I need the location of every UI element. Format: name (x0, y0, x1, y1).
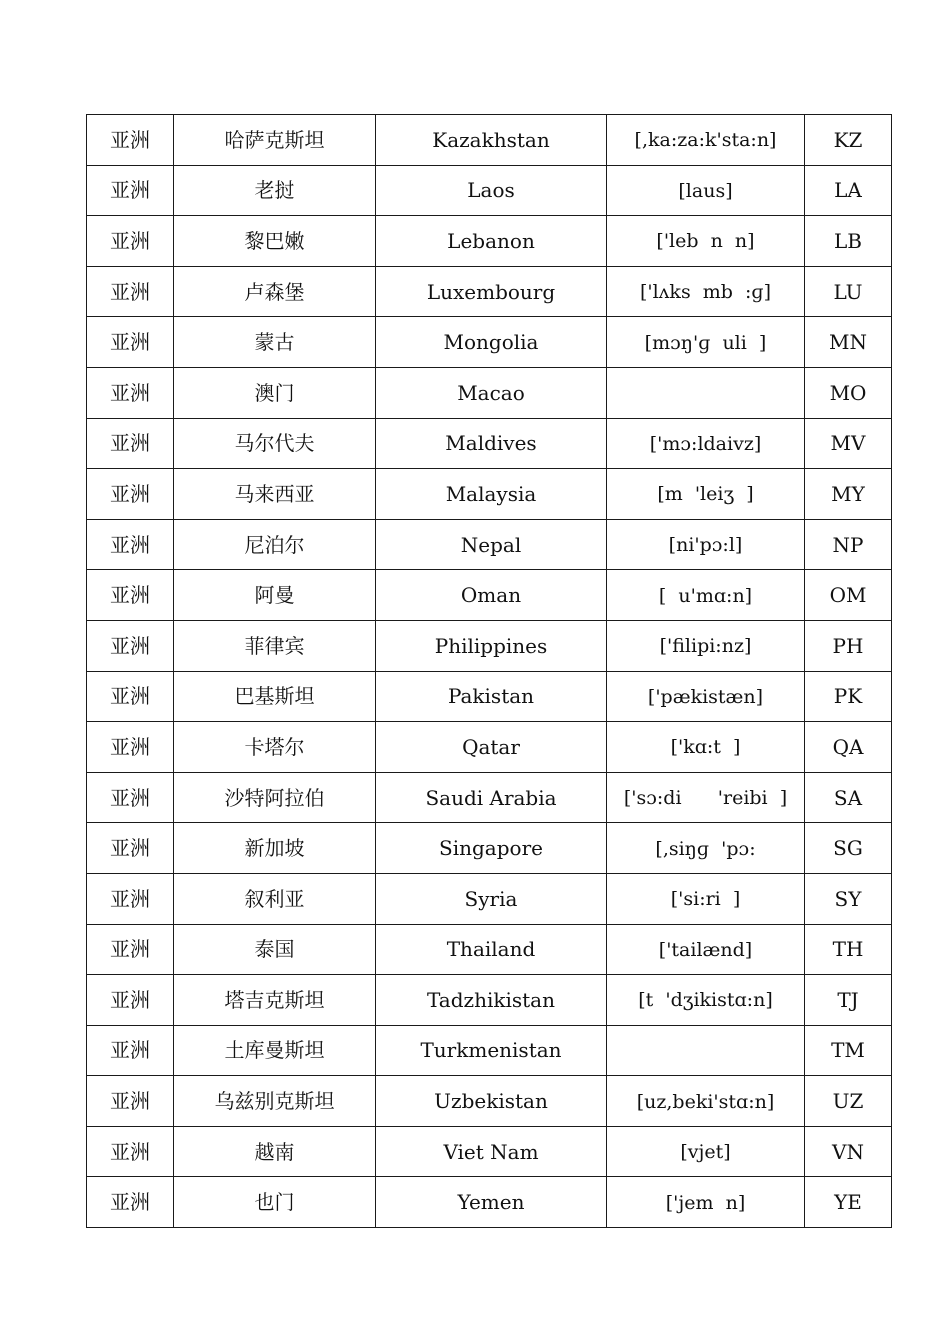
country-table (86, 114, 892, 1228)
english-name-cell (376, 266, 607, 317)
english-name-cell-text: Thailand (446, 937, 536, 962)
table-row (87, 570, 892, 621)
english-name-cell-text: Mongolia (443, 330, 539, 355)
region-cell-text: 亚洲 (110, 734, 150, 759)
chinese-name-cell-text: 沙特阿拉伯 (224, 785, 325, 810)
english-name-cell (376, 823, 607, 874)
english-name-cell-text: Laos (467, 178, 515, 203)
chinese-name-cell-text: 尼泊尔 (244, 532, 305, 557)
country-code-cell (805, 519, 892, 570)
region-cell (87, 1126, 174, 1177)
english-name-cell (376, 367, 607, 418)
english-name-cell-text: Maldives (445, 431, 537, 456)
region-cell-text: 亚洲 (110, 1038, 150, 1063)
english-name-cell-text: Saudi Arabia (425, 785, 557, 810)
pronunciation-cell (607, 620, 805, 671)
country-code-cell-text: MO (829, 380, 867, 405)
pronunciation-cell-text: ['mɔ:ldaivz] (649, 432, 762, 455)
pronunciation-cell-text: ['si:ri ] (670, 888, 741, 911)
country-code-cell (805, 1126, 892, 1177)
chinese-name-cell (174, 367, 376, 418)
english-name-cell (376, 1126, 607, 1177)
chinese-name-cell-text: 塔吉克斯坦 (224, 987, 325, 1012)
english-name-cell (376, 772, 607, 823)
english-name-cell (376, 1076, 607, 1127)
pronunciation-cell-text: ['pækistæn] (647, 685, 764, 708)
region-cell (87, 418, 174, 469)
english-name-cell-text: Syria (464, 886, 518, 911)
region-cell (87, 367, 174, 418)
country-code-cell-text: MN (829, 330, 867, 355)
country-code-cell (805, 671, 892, 722)
region-cell-text: 亚洲 (110, 684, 150, 709)
chinese-name-cell (174, 115, 376, 166)
pronunciation-cell (607, 367, 805, 418)
country-code-cell (805, 823, 892, 874)
region-cell-text: 亚洲 (110, 886, 150, 911)
country-code-cell (805, 620, 892, 671)
table-row (87, 671, 892, 722)
english-name-cell-text: Lebanon (447, 228, 535, 253)
region-cell (87, 1177, 174, 1228)
country-code-cell-text: SG (833, 836, 863, 861)
table-row (87, 975, 892, 1026)
english-name-cell-text: Singapore (439, 836, 543, 861)
country-code-cell (805, 722, 892, 773)
english-name-cell (376, 975, 607, 1026)
region-cell (87, 266, 174, 317)
region-cell (87, 165, 174, 216)
english-name-cell-text: Philippines (434, 633, 548, 658)
chinese-name-cell (174, 216, 376, 267)
pronunciation-cell-text: ['kɑ:t ] (670, 736, 741, 759)
region-cell (87, 1076, 174, 1127)
region-cell-text: 亚洲 (110, 785, 150, 810)
chinese-name-cell (174, 570, 376, 621)
pronunciation-cell-text: [vjet] (680, 1141, 731, 1164)
country-code-cell-text: YE (834, 1190, 862, 1215)
region-cell-text: 亚洲 (110, 1089, 150, 1114)
pronunciation-cell-text: [m 'leiʒ ] (657, 483, 754, 506)
pronunciation-cell (607, 1177, 805, 1228)
chinese-name-cell (174, 1177, 376, 1228)
chinese-name-cell (174, 317, 376, 368)
table-row (87, 317, 892, 368)
table-row (87, 1025, 892, 1076)
english-name-cell (376, 671, 607, 722)
chinese-name-cell (174, 1076, 376, 1127)
english-name-cell (376, 924, 607, 975)
pronunciation-cell-text: [t 'dʒikistɑ:n] (638, 989, 773, 1012)
country-code-cell-text: LA (834, 178, 862, 203)
chinese-name-cell (174, 873, 376, 924)
pronunciation-cell (607, 975, 805, 1026)
region-cell-text: 亚洲 (110, 330, 150, 355)
chinese-name-cell (174, 519, 376, 570)
table-row (87, 1177, 892, 1228)
region-cell (87, 519, 174, 570)
region-cell (87, 772, 174, 823)
english-name-cell (376, 1177, 607, 1228)
pronunciation-cell-text: [ni'pɔ:l] (668, 534, 743, 557)
region-cell-text: 亚洲 (110, 1190, 150, 1215)
region-cell (87, 1025, 174, 1076)
pronunciation-cell-text: [,ka:za:k'sta:n] (634, 129, 777, 152)
country-code-cell (805, 165, 892, 216)
region-cell (87, 317, 174, 368)
region-cell-text: 亚洲 (110, 127, 150, 152)
country-code-cell (805, 570, 892, 621)
country-code-cell-text: QA (832, 734, 864, 759)
chinese-name-cell-text: 也门 (254, 1190, 295, 1215)
pronunciation-cell (607, 1126, 805, 1177)
english-name-cell (376, 418, 607, 469)
chinese-name-cell (174, 671, 376, 722)
chinese-name-cell-text: 阿曼 (254, 583, 295, 608)
table-row (87, 1126, 892, 1177)
region-cell-text: 亚洲 (110, 481, 150, 506)
table-row (87, 823, 892, 874)
pronunciation-cell-text: [laus] (678, 179, 733, 202)
english-name-cell-text: Qatar (462, 734, 520, 759)
pronunciation-cell (607, 317, 805, 368)
english-name-cell (376, 873, 607, 924)
region-cell (87, 115, 174, 166)
english-name-cell-text: Kazakhstan (432, 127, 550, 152)
chinese-name-cell-text: 越南 (254, 1139, 295, 1164)
country-code-cell-text: PK (833, 684, 863, 709)
country-code-cell (805, 216, 892, 267)
region-cell (87, 873, 174, 924)
region-cell (87, 975, 174, 1026)
table-row (87, 165, 892, 216)
region-cell-text: 亚洲 (110, 987, 150, 1012)
chinese-name-cell-text: 蒙古 (254, 330, 295, 355)
table-row (87, 924, 892, 975)
english-name-cell (376, 469, 607, 520)
country-code-cell (805, 873, 892, 924)
country-code-cell-text: LU (833, 279, 863, 304)
table-row (87, 1076, 892, 1127)
english-name-cell-text: Viet Nam (443, 1139, 539, 1164)
chinese-name-cell-text: 马来西亚 (234, 481, 315, 506)
region-cell (87, 570, 174, 621)
table-row (87, 772, 892, 823)
pronunciation-cell-text: ['filipi:nz] (659, 635, 752, 658)
table-row (87, 620, 892, 671)
english-name-cell-text: Macao (457, 380, 525, 405)
country-code-cell-text: VN (832, 1139, 864, 1164)
chinese-name-cell (174, 772, 376, 823)
english-name-cell (376, 722, 607, 773)
table-row (87, 469, 892, 520)
region-cell-text: 亚洲 (110, 583, 150, 608)
english-name-cell-text: Nepal (460, 532, 522, 557)
region-cell (87, 924, 174, 975)
country-code-cell-text: SA (833, 785, 863, 810)
chinese-name-cell-text: 澳门 (254, 380, 295, 405)
chinese-name-cell (174, 266, 376, 317)
english-name-cell (376, 317, 607, 368)
chinese-name-cell-text: 巴基斯坦 (234, 684, 315, 709)
pronunciation-cell (607, 772, 805, 823)
english-name-cell-text: Turkmenistan (420, 1038, 562, 1063)
country-code-cell-text: KZ (833, 127, 863, 152)
table-row (87, 418, 892, 469)
chinese-name-cell (174, 620, 376, 671)
chinese-name-cell-text: 土库曼斯坦 (224, 1038, 325, 1063)
country-code-cell (805, 469, 892, 520)
region-cell (87, 216, 174, 267)
table-row (87, 873, 892, 924)
country-code-cell-text: MV (830, 431, 866, 456)
pronunciation-cell (607, 115, 805, 166)
chinese-name-cell (174, 722, 376, 773)
country-code-cell (805, 317, 892, 368)
chinese-name-cell-text: 新加坡 (244, 836, 305, 861)
english-name-cell (376, 115, 607, 166)
english-name-cell (376, 216, 607, 267)
chinese-name-cell-text: 黎巴嫩 (244, 228, 305, 253)
chinese-name-cell (174, 165, 376, 216)
pronunciation-cell (607, 924, 805, 975)
region-cell (87, 671, 174, 722)
pronunciation-cell (607, 1076, 805, 1127)
table-row (87, 216, 892, 267)
pronunciation-cell (607, 469, 805, 520)
english-name-cell (376, 519, 607, 570)
pronunciation-cell (607, 823, 805, 874)
country-code-cell-text: MY (831, 481, 865, 506)
pronunciation-cell (607, 722, 805, 773)
region-cell-text: 亚洲 (110, 279, 150, 304)
country-code-cell-text: TJ (837, 987, 859, 1012)
country-code-cell-text: SY (834, 886, 862, 911)
english-name-cell-text: Malaysia (445, 481, 537, 506)
country-code-cell (805, 418, 892, 469)
table-row (87, 367, 892, 418)
region-cell (87, 620, 174, 671)
pronunciation-cell (607, 671, 805, 722)
region-cell (87, 469, 174, 520)
pronunciation-cell (607, 165, 805, 216)
chinese-name-cell-text: 卢森堡 (244, 279, 305, 304)
english-name-cell-text: Tadzhikistan (427, 987, 555, 1012)
pronunciation-cell-text: ['tailænd] (658, 938, 753, 961)
english-name-cell (376, 570, 607, 621)
country-code-cell-text: LB (834, 228, 862, 253)
country-code-cell (805, 772, 892, 823)
english-name-cell (376, 165, 607, 216)
chinese-name-cell (174, 975, 376, 1026)
table-row (87, 266, 892, 317)
chinese-name-cell (174, 418, 376, 469)
pronunciation-cell-text: ['jem n] (665, 1191, 746, 1214)
pronunciation-cell-text: [,siŋɡ 'pɔ: (655, 837, 756, 860)
chinese-name-cell-text: 乌兹别克斯坦 (214, 1089, 335, 1114)
region-cell-text: 亚洲 (110, 633, 150, 658)
region-cell-text: 亚洲 (110, 380, 150, 405)
pronunciation-cell (607, 519, 805, 570)
pronunciation-cell-text: ['sɔ:di 'reibi ] (623, 787, 788, 810)
region-cell (87, 823, 174, 874)
country-code-cell (805, 924, 892, 975)
pronunciation-cell-text: [uz,beki'stɑ:n] (636, 1090, 775, 1113)
pronunciation-cell (607, 873, 805, 924)
pronunciation-cell (607, 570, 805, 621)
chinese-name-cell (174, 924, 376, 975)
region-cell-text: 亚洲 (110, 228, 150, 253)
english-name-cell-text: Yemen (457, 1190, 525, 1215)
region-cell-text: 亚洲 (110, 937, 150, 962)
pronunciation-cell (607, 216, 805, 267)
table-row (87, 722, 892, 773)
english-name-cell-text: Luxembourg (426, 279, 556, 304)
country-code-cell-text: PH (832, 633, 864, 658)
pronunciation-cell-text: ['leb n n] (656, 230, 755, 253)
region-cell-text: 亚洲 (110, 178, 150, 203)
english-name-cell-text: Uzbekistan (434, 1089, 548, 1114)
table-body (87, 115, 892, 1228)
country-code-cell (805, 266, 892, 317)
country-code-cell (805, 1025, 892, 1076)
english-name-cell (376, 620, 607, 671)
chinese-name-cell-text: 老挝 (254, 178, 295, 203)
region-cell-text: 亚洲 (110, 1139, 150, 1164)
english-name-cell (376, 1025, 607, 1076)
chinese-name-cell-text: 泰国 (254, 937, 295, 962)
country-code-cell (805, 1177, 892, 1228)
english-name-cell-text: Pakistan (447, 684, 535, 709)
region-cell-text: 亚洲 (110, 431, 150, 456)
country-code-cell (805, 115, 892, 166)
chinese-name-cell-text: 哈萨克斯坦 (224, 127, 325, 152)
region-cell (87, 722, 174, 773)
table-row (87, 519, 892, 570)
pronunciation-cell (607, 1025, 805, 1076)
region-cell-text: 亚洲 (110, 836, 150, 861)
chinese-name-cell (174, 1126, 376, 1177)
country-code-cell-text: NP (832, 532, 864, 557)
chinese-name-cell-text: 马尔代夫 (234, 431, 315, 456)
table-row (87, 115, 892, 166)
pronunciation-cell-text: [ u'mɑ:n] (658, 584, 753, 607)
chinese-name-cell-text: 菲律宾 (244, 633, 305, 658)
country-code-cell-text: UZ (832, 1089, 864, 1114)
english-name-cell-text: Oman (460, 583, 522, 608)
country-code-cell-text: TH (832, 937, 864, 962)
pronunciation-cell-text: [mɔŋ'ɡ uli ] (644, 331, 767, 354)
chinese-name-cell (174, 469, 376, 520)
chinese-name-cell-text: 卡塔尔 (244, 734, 305, 759)
chinese-name-cell-text: 叙利亚 (244, 886, 305, 911)
pronunciation-cell (607, 418, 805, 469)
chinese-name-cell (174, 823, 376, 874)
pronunciation-cell-text: ['lʌks mb :ɡ] (639, 281, 772, 304)
country-code-cell-text: OM (829, 583, 867, 608)
country-code-cell (805, 975, 892, 1026)
country-code-cell (805, 1076, 892, 1127)
country-code-cell (805, 367, 892, 418)
chinese-name-cell (174, 1025, 376, 1076)
region-cell-text: 亚洲 (110, 532, 150, 557)
country-code-cell-text: TM (831, 1038, 865, 1063)
pronunciation-cell (607, 266, 805, 317)
